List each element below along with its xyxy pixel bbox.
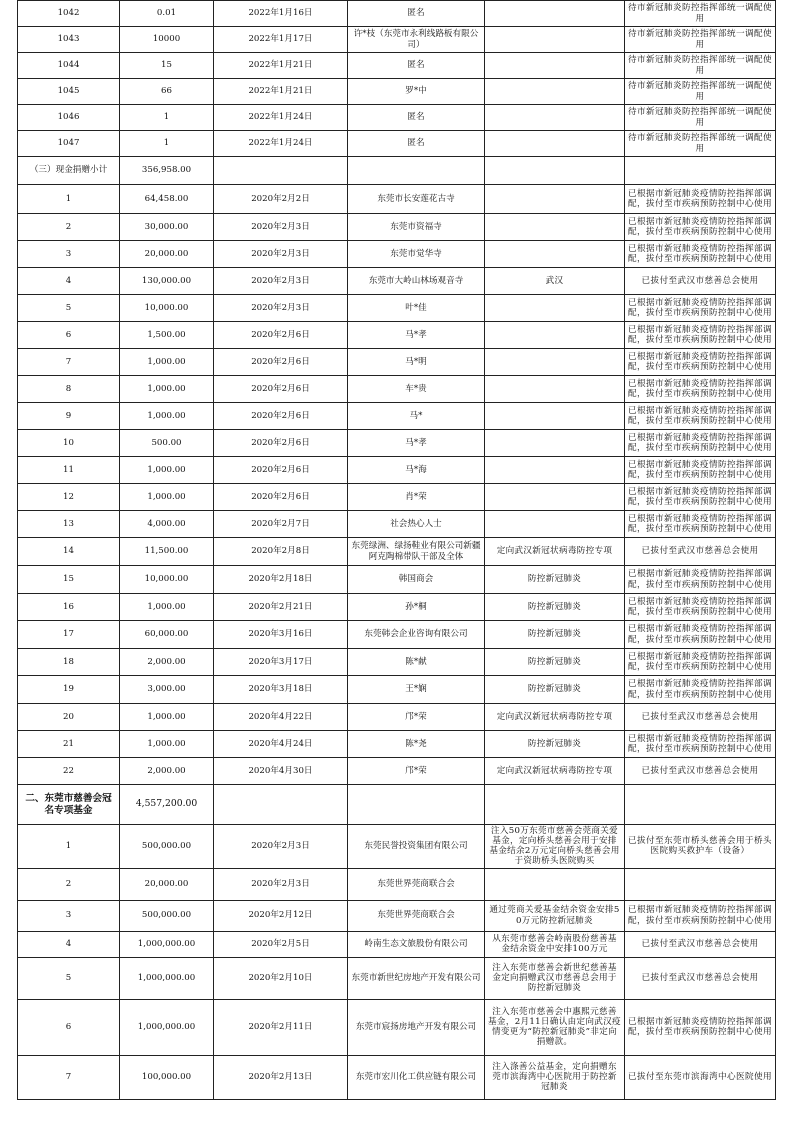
table-row [18,214,776,241]
donor-cell: 孙*桐 [348,594,485,621]
date-cell: 2020年2月6日 [214,430,348,457]
date-cell: 2022年1月24日 [214,131,348,157]
donor-cell: 陈*尧 [348,731,485,758]
purpose-cell [485,105,625,131]
donor-cell: 东莞市宏川化工供应链有限公司 [348,1055,485,1099]
table-row [18,758,776,785]
usage-note-cell: 已拔付至武汉市慈善总会使用 [625,268,776,295]
table-row [18,825,776,869]
amount-cell: 11,500.00 [120,538,214,566]
purpose-cell: 防控新冠肺炎 [485,566,625,594]
purpose-cell [485,376,625,403]
donor-cell: 罗*中 [348,79,485,105]
purpose-cell: 防控新冠肺炎 [485,731,625,758]
table-row [18,621,776,649]
usage-note-cell: 待市新冠肺炎防控指挥部统一调配使用 [625,53,776,79]
date-cell [214,157,348,185]
purpose-cell [485,785,625,825]
date-cell: 2020年2月3日 [214,868,348,900]
usage-note-cell: 已根据市新冠肺炎疫情防控指挥部调配，拔付至市疾病预防控制中心使用 [625,295,776,322]
usage-note-cell: 待市新冠肺炎防控指挥部统一调配使用 [625,1,776,27]
donor-cell: 陈*献 [348,649,485,676]
purpose-cell: 通过莞商关爱基金结余资金安排50万元防控新冠肺炎 [485,900,625,931]
usage-note-cell: 已根据市新冠肺炎疫情防控指挥部调配，拔付至市疾病预防控制中心使用 [625,999,776,1055]
table-row [18,268,776,295]
donation-table-body [18,1,776,1100]
table-row [18,566,776,594]
amount-cell: 100,000.00 [120,1055,214,1099]
usage-note-cell: 已根据市新冠肺炎疫情防控指挥部调配，拔付至市疾病预防控制中心使用 [625,403,776,430]
date-cell: 2020年3月17日 [214,649,348,676]
usage-note-cell: 已根据市新冠肺炎疫情防控指挥部调配，拔付至市疾病预防控制中心使用 [625,322,776,349]
donor-cell: 东莞民誉投资集团有限公司 [348,825,485,869]
purpose-cell: 防控新冠肺炎 [485,594,625,621]
section-row [18,157,776,185]
amount-cell: 66 [120,79,214,105]
purpose-cell [485,457,625,484]
table-row [18,403,776,430]
table-row [18,957,776,999]
table-row [18,241,776,268]
amount-cell: 1 [120,105,214,131]
purpose-cell [485,157,625,185]
amount-cell: 356,958.00 [120,157,214,185]
row-number-cell: （三）现金捐赠小计 [18,157,120,185]
row-number-cell: 4 [18,268,120,295]
usage-note-cell: 已根据市新冠肺炎疫情防控指挥部调配，拔付至市疾病预防控制中心使用 [625,457,776,484]
amount-cell: 1,000.00 [120,594,214,621]
amount-cell: 0.01 [120,1,214,27]
amount-cell: 1,000.00 [120,731,214,758]
purpose-cell [485,322,625,349]
purpose-cell [485,430,625,457]
row-number-cell: 14 [18,538,120,566]
usage-note-cell: 已根据市新冠肺炎疫情防控指挥部调配，拔付至市疾病预防控制中心使用 [625,594,776,621]
row-number-cell: 1045 [18,79,120,105]
amount-cell: 1,000,000.00 [120,931,214,957]
donor-cell [348,157,485,185]
donor-cell: 肖*荣 [348,484,485,511]
table-row [18,900,776,931]
amount-cell: 20,000.00 [120,868,214,900]
table-row [18,704,776,731]
purpose-cell [485,185,625,214]
usage-note-cell: 已根据市新冠肺炎疫情防控指挥部调配，拔付至市疾病预防控制中心使用 [625,241,776,268]
row-number-cell: 22 [18,758,120,785]
amount-cell: 1,000.00 [120,376,214,403]
purpose-cell [485,241,625,268]
date-cell: 2020年2月6日 [214,376,348,403]
amount-cell: 1,500.00 [120,322,214,349]
section-row [18,785,776,825]
table-row [18,868,776,900]
purpose-cell: 定向武汉新冠状病毒防控专项 [485,538,625,566]
row-number-cell: 1046 [18,105,120,131]
usage-note-cell: 已拔付至东莞市滨海湾中心医院使用 [625,1055,776,1099]
donor-cell [348,785,485,825]
table-row [18,731,776,758]
table-row [18,131,776,157]
row-number-cell: 6 [18,999,120,1055]
amount-cell: 4,000.00 [120,511,214,538]
purpose-cell: 防控新冠肺炎 [485,676,625,704]
purpose-cell: 定向武汉新冠状病毒防控专项 [485,704,625,731]
row-number-cell: 5 [18,957,120,999]
usage-note-cell: 已拔付至武汉市慈善总会使用 [625,758,776,785]
date-cell: 2020年3月16日 [214,621,348,649]
date-cell: 2020年2月3日 [214,295,348,322]
amount-cell: 1 [120,131,214,157]
date-cell: 2020年2月6日 [214,484,348,511]
amount-cell: 1,000,000.00 [120,999,214,1055]
table-row [18,27,776,53]
donor-cell: 匿名 [348,105,485,131]
table-row [18,511,776,538]
usage-note-cell [625,868,776,900]
date-cell: 2020年2月5日 [214,931,348,957]
row-number-cell: 1044 [18,53,120,79]
amount-cell: 1,000.00 [120,704,214,731]
donor-cell: 王*娴 [348,676,485,704]
purpose-cell [485,484,625,511]
purpose-cell: 从东莞市慈善会岭南股份慈善基金结余资金中安排100万元 [485,931,625,957]
usage-note-cell: 已拔付至武汉市慈善总会使用 [625,957,776,999]
donor-cell: 马* [348,403,485,430]
usage-note-cell: 已根据市新冠肺炎疫情防控指挥部调配，拔付至市疾病预防控制中心使用 [625,214,776,241]
usage-note-cell: 已根据市新冠肺炎疫情防控指挥部调配，拔付至市疾病预防控制中心使用 [625,511,776,538]
usage-note-cell: 已拔付至武汉市慈善总会使用 [625,538,776,566]
amount-cell: 1,000.00 [120,403,214,430]
date-cell: 2020年2月3日 [214,214,348,241]
usage-note-cell: 已根据市新冠肺炎疫情防控指挥部调配，拔付至市疾病预防控制中心使用 [625,566,776,594]
usage-note-cell: 已根据市新冠肺炎疫情防控指挥部调配，拔付至市疾病预防控制中心使用 [625,430,776,457]
usage-note-cell: 已根据市新冠肺炎疫情防控指挥部调配，拔付至市疾病预防控制中心使用 [625,649,776,676]
usage-note-cell [625,157,776,185]
date-cell [214,785,348,825]
date-cell: 2020年2月8日 [214,538,348,566]
row-number-cell: 2 [18,868,120,900]
usage-note-cell: 已根据市新冠肺炎疫情防控指挥部调配，拔付至市疾病预防控制中心使用 [625,484,776,511]
amount-cell: 1,000.00 [120,349,214,376]
date-cell: 2020年4月22日 [214,704,348,731]
row-number-cell: 18 [18,649,120,676]
usage-note-cell: 已根据市新冠肺炎疫情防控指挥部调配，拔付至市疾病预防控制中心使用 [625,900,776,931]
donor-cell: 东莞市大岭山林场观音寺 [348,268,485,295]
donor-cell: 东莞市新世纪房地产开发有限公司 [348,957,485,999]
table-row [18,649,776,676]
date-cell: 2020年2月6日 [214,403,348,430]
table-row [18,931,776,957]
row-number-cell: 1043 [18,27,120,53]
row-number-cell: 4 [18,931,120,957]
amount-cell: 4,557,200.00 [120,785,214,825]
date-cell: 2020年2月21日 [214,594,348,621]
usage-note-cell: 已拔付至东莞市桥头慈善会用于桥头医院购买救护车（设备） [625,825,776,869]
donor-cell: 东莞世界莞商联合会 [348,868,485,900]
usage-note-cell: 已根据市新冠肺炎疫情防控指挥部调配，拔付至市疾病预防控制中心使用 [625,676,776,704]
amount-cell: 500,000.00 [120,900,214,931]
row-number-cell: 1047 [18,131,120,157]
date-cell: 2020年2月7日 [214,511,348,538]
amount-cell: 2,000.00 [120,649,214,676]
date-cell: 2020年2月6日 [214,322,348,349]
usage-note-cell: 已拔付至武汉市慈善总会使用 [625,931,776,957]
table-row [18,349,776,376]
usage-note-cell: 待市新冠肺炎防控指挥部统一调配使用 [625,79,776,105]
amount-cell: 20,000.00 [120,241,214,268]
date-cell: 2022年1月24日 [214,105,348,131]
donor-cell: 马*明 [348,349,485,376]
donor-cell: 东莞市长安莲花古寺 [348,185,485,214]
table-row [18,457,776,484]
usage-note-cell: 已拔付至武汉市慈善总会使用 [625,704,776,731]
donor-cell: 马*孝 [348,322,485,349]
row-number-cell: 21 [18,731,120,758]
purpose-cell [485,131,625,157]
amount-cell: 500,000.00 [120,825,214,869]
donor-cell: 东莞韩会企业咨询有限公司 [348,621,485,649]
donor-cell: 匿名 [348,131,485,157]
table-row [18,1,776,27]
donor-cell: 邝*荣 [348,758,485,785]
amount-cell: 30,000.00 [120,214,214,241]
usage-note-cell [625,785,776,825]
date-cell: 2020年2月13日 [214,1055,348,1099]
table-row [18,676,776,704]
table-row [18,999,776,1055]
donor-cell: 东莞市觉华寺 [348,241,485,268]
purpose-cell [485,403,625,430]
row-number-cell: 1042 [18,1,120,27]
amount-cell: 10000 [120,27,214,53]
date-cell: 2020年2月6日 [214,349,348,376]
donor-cell: 叶*佳 [348,295,485,322]
date-cell: 2020年4月24日 [214,731,348,758]
row-number-cell: 2 [18,214,120,241]
date-cell: 2020年2月2日 [214,185,348,214]
row-number-cell: 11 [18,457,120,484]
donor-cell: 匿名 [348,53,485,79]
table-row [18,538,776,566]
row-number-cell: 19 [18,676,120,704]
row-number-cell: 6 [18,322,120,349]
table-row [18,105,776,131]
table-row [18,322,776,349]
date-cell: 2020年4月30日 [214,758,348,785]
amount-cell: 2,000.00 [120,758,214,785]
donor-cell: 马*海 [348,457,485,484]
date-cell: 2020年2月11日 [214,999,348,1055]
date-cell: 2022年1月21日 [214,53,348,79]
row-number-cell: 二、东莞市慈善会冠名专项基金 [18,785,120,825]
row-number-cell: 3 [18,241,120,268]
date-cell: 2020年3月18日 [214,676,348,704]
row-number-cell: 7 [18,1055,120,1099]
row-number-cell: 16 [18,594,120,621]
date-cell: 2020年2月3日 [214,825,348,869]
purpose-cell [485,511,625,538]
row-number-cell: 3 [18,900,120,931]
date-cell: 2020年2月18日 [214,566,348,594]
purpose-cell [485,349,625,376]
usage-note-cell: 已根据市新冠肺炎疫情防控指挥部调配，拔付至市疾病预防控制中心使用 [625,621,776,649]
donor-cell: 东莞市宸扬房地产开发有限公司 [348,999,485,1055]
amount-cell: 15 [120,53,214,79]
purpose-cell: 定向武汉新冠状病毒防控专项 [485,758,625,785]
usage-note-cell: 已根据市新冠肺炎疫情防控指挥部调配，拔付至市疾病预防控制中心使用 [625,185,776,214]
purpose-cell [485,295,625,322]
donation-table [17,0,776,1100]
donor-cell: 马*孝 [348,430,485,457]
usage-note-cell: 待市新冠肺炎防控指挥部统一调配使用 [625,131,776,157]
amount-cell: 500.00 [120,430,214,457]
table-row [18,484,776,511]
purpose-cell [485,214,625,241]
usage-note-cell: 待市新冠肺炎防控指挥部统一调配使用 [625,27,776,53]
row-number-cell: 15 [18,566,120,594]
donor-cell: 岭南生态文旅股份有限公司 [348,931,485,957]
amount-cell: 1,000,000.00 [120,957,214,999]
purpose-cell: 注入东莞市慈善会中惠熙元慈善基金，2月11日确认由定向武汉疫情变更为“防控新冠肺炎”非定向捐赠款。 [485,999,625,1055]
purpose-cell: 注入涤善公益基金，定向捐赠东莞市滨海湾中心医院用于防控新冠肺炎 [485,1055,625,1099]
amount-cell: 130,000.00 [120,268,214,295]
donor-cell: 东莞绿洲、绿扬鞋业有限公司新疆阿克陶棉带队干部及全体 [348,538,485,566]
date-cell: 2020年2月3日 [214,268,348,295]
purpose-cell [485,868,625,900]
donor-cell: 匿名 [348,1,485,27]
table-row [18,79,776,105]
row-number-cell: 9 [18,403,120,430]
row-number-cell: 1 [18,825,120,869]
purpose-cell [485,79,625,105]
purpose-cell: 注入东莞市慈善会新世纪慈善基金定向捐赠武汉市慈善总会用于防控新冠肺炎 [485,957,625,999]
table-row [18,53,776,79]
donor-cell: 许*枝（东莞市永利线路板有限公司） [348,27,485,53]
purpose-cell: 防控新冠肺炎 [485,621,625,649]
donor-cell: 车*贵 [348,376,485,403]
row-number-cell: 12 [18,484,120,511]
table-row [18,430,776,457]
amount-cell: 60,000.00 [120,621,214,649]
usage-note-cell: 已根据市新冠肺炎疫情防控指挥部调配，拔付至市疾病预防控制中心使用 [625,349,776,376]
amount-cell: 10,000.00 [120,566,214,594]
amount-cell: 1,000.00 [120,484,214,511]
date-cell: 2020年2月10日 [214,957,348,999]
purpose-cell: 武汉 [485,268,625,295]
donor-cell: 韩国商会 [348,566,485,594]
donor-cell: 邝*荣 [348,704,485,731]
row-number-cell: 20 [18,704,120,731]
usage-note-cell: 已根据市新冠肺炎疫情防控指挥部调配，拔付至市疾病预防控制中心使用 [625,731,776,758]
purpose-cell [485,53,625,79]
usage-note-cell: 待市新冠肺炎防控指挥部统一调配使用 [625,105,776,131]
row-number-cell: 1 [18,185,120,214]
table-row [18,1055,776,1099]
table-row [18,185,776,214]
table-row [18,594,776,621]
row-number-cell: 17 [18,621,120,649]
amount-cell: 1,000.00 [120,457,214,484]
table-row [18,295,776,322]
row-number-cell: 5 [18,295,120,322]
purpose-cell [485,1,625,27]
amount-cell: 10,000.00 [120,295,214,322]
amount-cell: 64,458.00 [120,185,214,214]
date-cell: 2020年2月6日 [214,457,348,484]
purpose-cell: 注入50万东莞市慈善会莞商关爱基金，定向桥头慈善会用于安排基金结余2万元定向桥头慈善会用于资助桥头医院购买 [485,825,625,869]
row-number-cell: 8 [18,376,120,403]
purpose-cell [485,27,625,53]
donor-cell: 东莞市资福寺 [348,214,485,241]
usage-note-cell: 已根据市新冠肺炎疫情防控指挥部调配，拔付至市疾病预防控制中心使用 [625,376,776,403]
date-cell: 2020年2月3日 [214,241,348,268]
purpose-cell: 防控新冠肺炎 [485,649,625,676]
donor-cell: 东莞世界莞商联合会 [348,900,485,931]
table-row [18,376,776,403]
row-number-cell: 13 [18,511,120,538]
date-cell: 2020年2月12日 [214,900,348,931]
date-cell: 2022年1月21日 [214,79,348,105]
donor-cell: 社会热心人士 [348,511,485,538]
row-number-cell: 7 [18,349,120,376]
row-number-cell: 10 [18,430,120,457]
amount-cell: 3,000.00 [120,676,214,704]
date-cell: 2022年1月16日 [214,1,348,27]
date-cell: 2022年1月17日 [214,27,348,53]
